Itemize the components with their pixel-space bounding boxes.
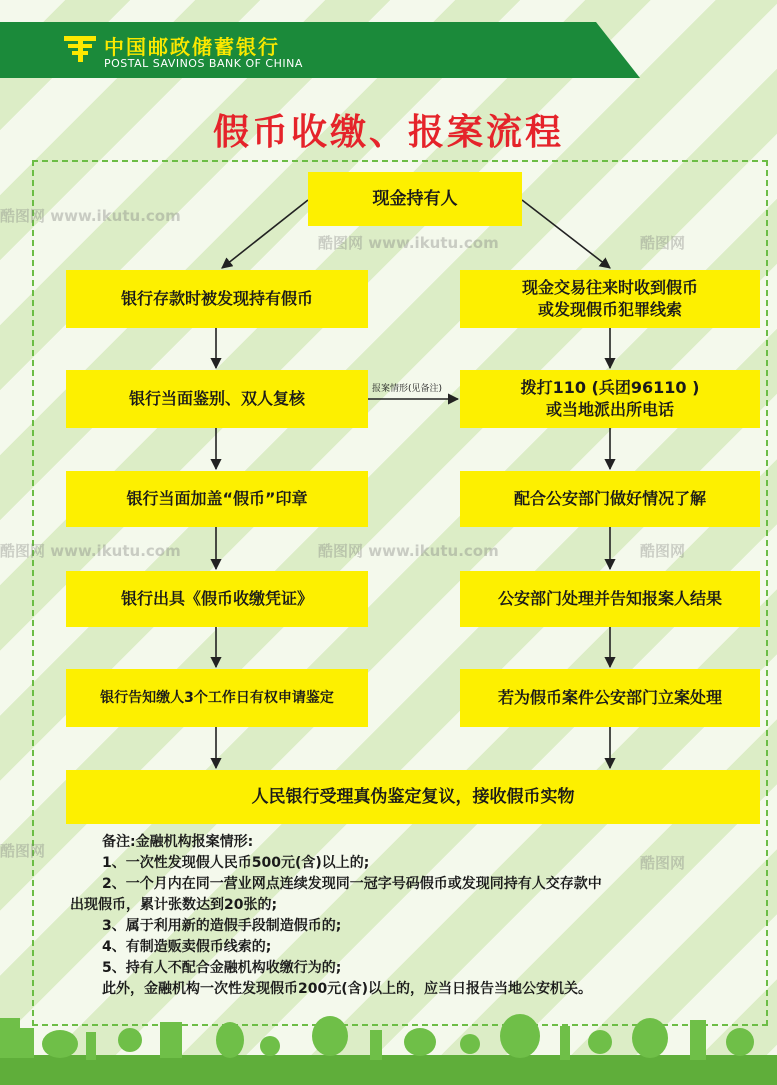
note-item: 此外，金融机构一次性发现假币200元(含)以上的，应当日报告当地公安机关。	[102, 981, 593, 997]
box-right-5	[460, 669, 760, 727]
note-item: 1、一次性发现假人民币500元(含)以上的;	[102, 855, 370, 871]
box-left-2: 银行当面鉴别、双人复核	[66, 370, 368, 428]
arrow-start-right	[522, 200, 610, 268]
watermark: 酷图网 www.ikutu.com	[318, 234, 499, 252]
box-right-3-text: 配合公安部门做好情况了解	[513, 489, 706, 509]
watermark: 酷图网 www.ikutu.com	[318, 542, 499, 560]
ground-silhouettes	[0, 1010, 777, 1085]
watermark: 酷图网	[640, 854, 686, 872]
watermark: 酷图网 www.ikutu.com	[0, 542, 181, 560]
box-right-3	[460, 471, 760, 527]
box-right-4-text: 公安部门处理并告知报案人结果	[497, 589, 722, 609]
box-start: 现金持有人	[308, 172, 522, 226]
box-left-5: 银行告知缴人3个工作日有权申请鉴定	[66, 669, 368, 727]
box-final: 人民银行受理真伪鉴定复议，接收假币实物	[66, 770, 760, 824]
box-left-3: 银行当面加盖“假币”印章	[66, 471, 368, 527]
box-left-1: 银行存款时被发现持有假币	[66, 270, 368, 328]
bank-name-cn: 中国邮政储蓄银行	[104, 35, 280, 59]
connector-label: 报案情形(见备注)	[372, 384, 443, 394]
arrow-start-left	[222, 200, 308, 268]
note-item: 4、有制造贩卖假币线索的;	[102, 939, 272, 955]
box-right-2-line-2: 或当地派出所电话	[545, 400, 674, 419]
box-right-5-text: 若为假币案件公安部门立案处理	[497, 688, 722, 708]
box-right-1-line-2: 或发现假币犯罪线索	[537, 300, 682, 319]
page-title: 假币收缴、报案流程	[212, 112, 564, 153]
watermark: 酷图网	[640, 542, 686, 560]
notes-section	[70, 832, 770, 1000]
bank-name-en: POSTAL SAVINOS BANK OF CHINA	[104, 57, 303, 70]
watermark: 酷图网	[0, 842, 46, 860]
box-right-2-line-1: 拨打110 (兵团96110 )	[520, 378, 700, 398]
notes-heading: 备注:金融机构报案情形:	[102, 834, 254, 850]
note-item: 出现假币，累计张数达到20张的;	[70, 897, 278, 913]
box-right-1	[460, 270, 760, 328]
watermark: 酷图网	[640, 234, 686, 252]
note-item: 2、一个月内在同一营业网点连续发现同一冠字号码假币或发现同持有人交存款中	[102, 876, 602, 892]
box-right-4	[460, 571, 760, 627]
box-left-4: 银行出具《假币收缴凭证》	[66, 571, 368, 627]
box-right-1-line-1: 现金交易往来时收到假币	[521, 278, 698, 298]
watermark: 酷图网 www.ikutu.com	[0, 207, 181, 225]
note-item: 3、属于利用新的造假手段制造假币的;	[102, 918, 342, 934]
box-right-2	[460, 370, 760, 428]
note-item: 5、持有人不配合金融机构收缴行为的;	[102, 960, 342, 976]
